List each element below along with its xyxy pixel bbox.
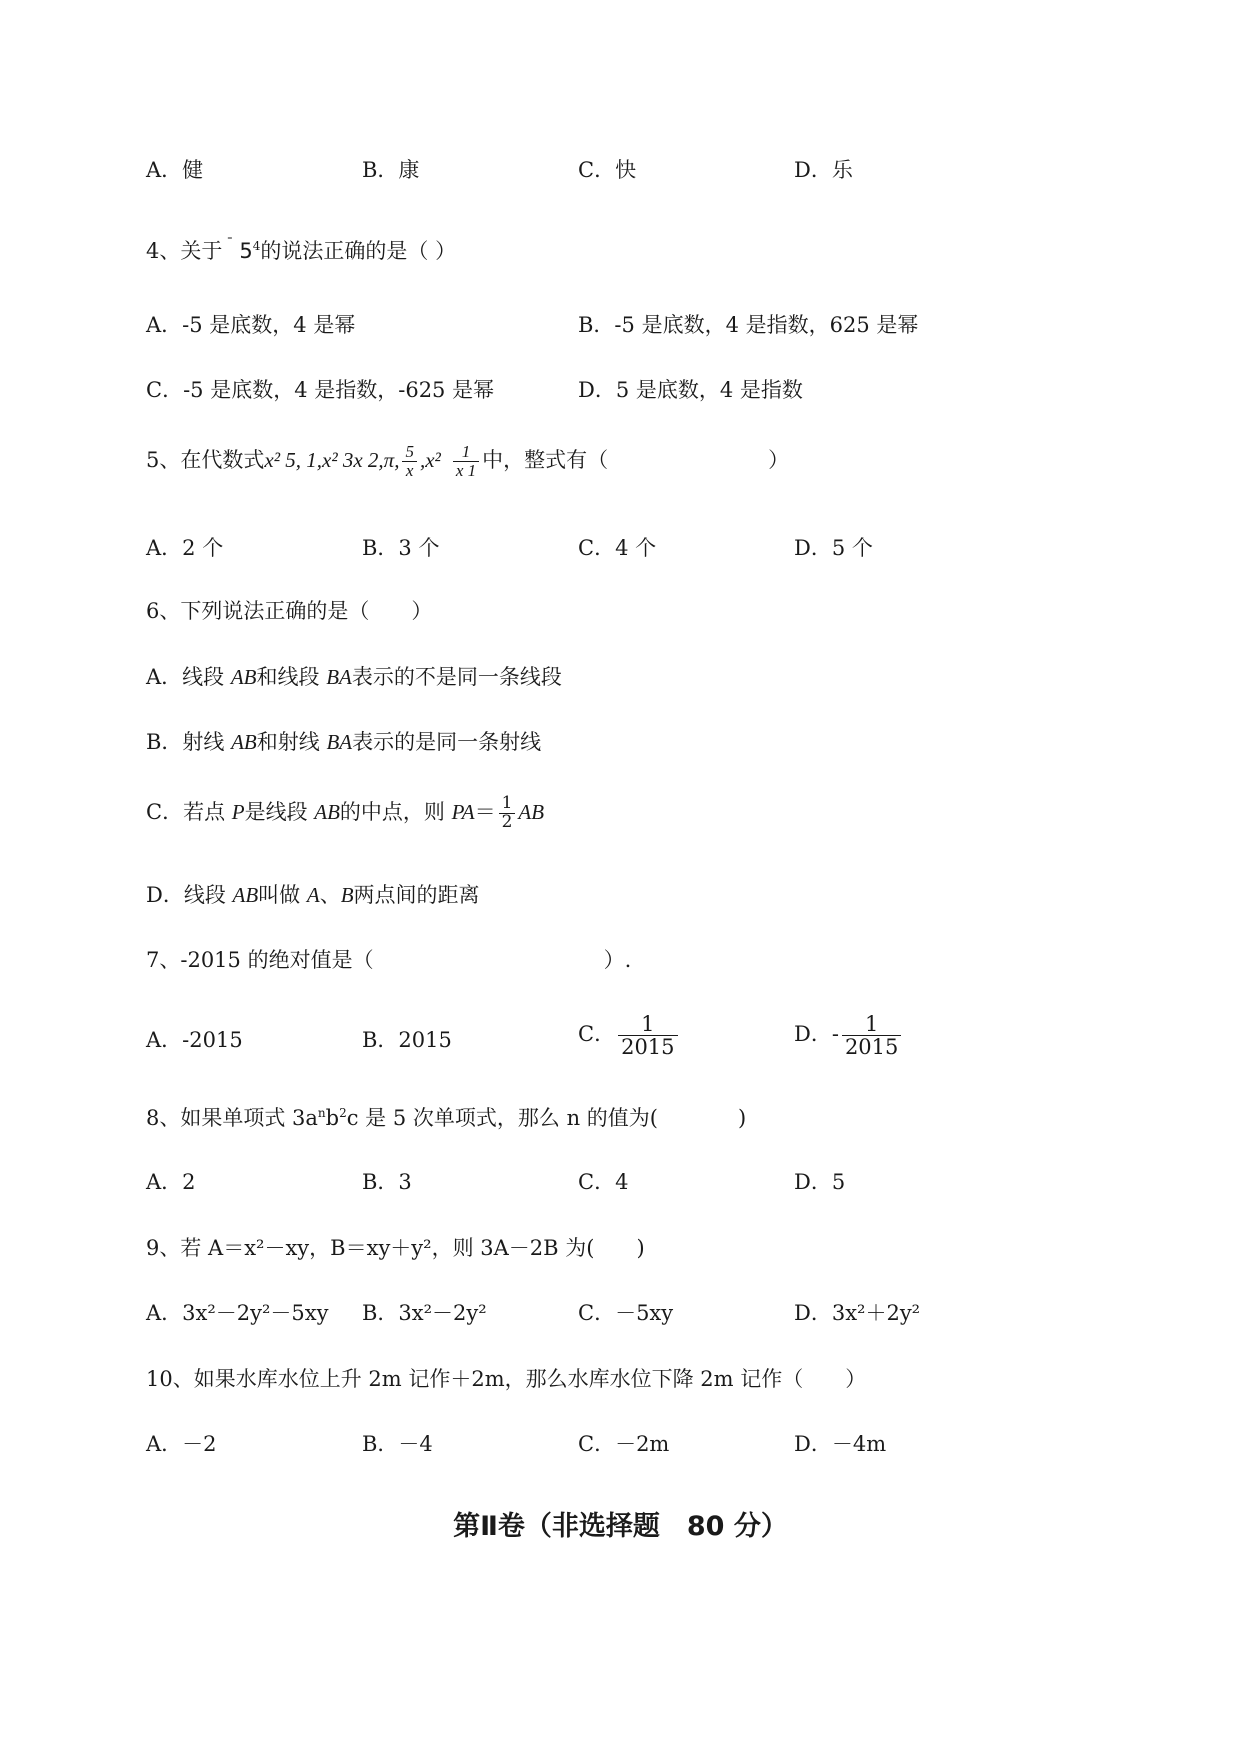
option-d[interactable]: D．－4m — [794, 1432, 887, 1456]
option-d[interactable]: D．5 个 — [794, 536, 873, 560]
option-text: 和线段 — [256, 665, 327, 689]
option-b[interactable]: B．-5 是底数，4 是指数，625 是幂 — [578, 313, 919, 337]
math-var: AB — [232, 883, 259, 907]
option-text: C．若点 — [146, 799, 232, 824]
fraction — [453, 443, 479, 480]
option-c[interactable]: C．4 个 — [578, 536, 657, 560]
option-b[interactable]: B．－4 — [362, 1432, 433, 1456]
math-var: AB — [231, 730, 257, 754]
math-var: A — [306, 883, 320, 907]
math-var: B — [340, 883, 354, 907]
numerator: 1 — [501, 793, 513, 813]
option-label: C． — [578, 1022, 616, 1047]
stem-text: ) — [737, 1106, 747, 1130]
stem-text: 7、-2015 的绝对值是（ — [146, 948, 374, 972]
stem-text: ）. — [603, 948, 632, 972]
option-a[interactable]: A．3x²－2y²－5xy — [146, 1301, 329, 1325]
math-var: PA — [451, 799, 475, 824]
denominator: 2 — [499, 813, 516, 832]
denominator: 2015 — [842, 1035, 901, 1058]
expr-minus: ˉ — [226, 236, 234, 252]
math-var: BA — [326, 730, 353, 754]
question-7-stem — [146, 950, 631, 971]
option-d[interactable]: D．5 是底数，4 是指数 — [578, 378, 803, 402]
fraction — [618, 1013, 677, 1058]
option-d[interactable]: D．5 — [794, 1170, 846, 1194]
superscript: n — [317, 1106, 326, 1120]
option-d[interactable]: D．3x²＋2y² — [794, 1301, 921, 1325]
option-text: 表示的是同一条射线 — [352, 730, 542, 754]
option-c[interactable] — [578, 1013, 681, 1058]
option-text: 两点间的距离 — [353, 883, 480, 907]
math-var: P — [231, 799, 245, 824]
stem-text: 4、关于 — [146, 239, 223, 263]
stem-text: b — [325, 1106, 340, 1130]
option-d[interactable]: D．乐 — [794, 158, 853, 182]
option-text: D．线段 — [146, 883, 233, 907]
stem-text: 5、在代数式 — [146, 447, 265, 472]
option-label: D．- — [794, 1022, 839, 1047]
math-var: BA — [326, 665, 352, 689]
option-text: 叫做 — [258, 883, 307, 907]
question-8-stem — [146, 1107, 746, 1129]
option-text: B．射线 — [146, 730, 232, 754]
math-var: AB — [314, 799, 340, 824]
option-c[interactable]: C．4 — [578, 1170, 629, 1194]
option-a[interactable]: A．2 — [146, 1170, 196, 1194]
equals-sign: ＝ — [474, 799, 496, 824]
option-a[interactable]: A．健 — [146, 158, 204, 182]
math-var: AB — [518, 799, 545, 824]
stem-text: ） — [768, 447, 790, 472]
option-c[interactable]: C．快 — [578, 158, 637, 182]
option-a[interactable] — [146, 667, 562, 688]
fraction — [499, 795, 516, 832]
option-b[interactable] — [146, 732, 541, 753]
denominator: 2015 — [618, 1035, 677, 1058]
expr-base: 5 — [239, 239, 253, 263]
option-a[interactable]: A．-2015 — [146, 1028, 243, 1052]
numerator: 1 — [461, 442, 471, 461]
option-text: 是线段 — [244, 799, 315, 824]
math-var: AB — [230, 665, 257, 689]
expr-list: ,x² — [419, 447, 441, 472]
stem-text: 中，整式有（ — [482, 447, 609, 472]
option-d[interactable] — [794, 1013, 904, 1058]
question-6-stem: 6、下列说法正确的是（ ） — [146, 599, 433, 623]
question-9-stem: 9、若 A＝x²－xy，B＝xy＋y²，则 3A－2B 为( ) — [146, 1236, 645, 1260]
option-c[interactable]: C．-5 是底数，4 是指数，-625 是幂 — [146, 378, 495, 402]
option-b[interactable]: B．3 — [362, 1170, 412, 1194]
superscript: 2 — [339, 1106, 347, 1120]
stem-text: 的说法正确的是（ ） — [260, 239, 457, 263]
expr-list: x² 5, 1,x² 3x 2,π, — [264, 447, 400, 472]
question-10-stem: 10、如果水库水位上升 2m 记作＋2m，那么水库水位下降 2m 记作（ ） — [146, 1367, 867, 1391]
option-a[interactable]: A．－2 — [146, 1432, 217, 1456]
option-c[interactable]: C．－2m — [578, 1432, 670, 1456]
option-a[interactable]: A．-5 是底数，4 是幂 — [146, 313, 356, 337]
option-text: 、 — [319, 883, 341, 907]
option-a[interactable]: A．2 个 — [146, 536, 224, 560]
option-b[interactable]: B．3x²－2y² — [362, 1301, 487, 1325]
expr-exponent: 4 — [252, 239, 261, 253]
option-b[interactable]: B．2015 — [362, 1028, 452, 1052]
question-4-stem — [146, 237, 456, 262]
fraction — [402, 443, 417, 480]
option-text: 表示的不是同一条线段 — [351, 665, 562, 689]
numerator: 5 — [405, 442, 414, 461]
option-c[interactable]: C．－5xy — [578, 1301, 674, 1325]
option-b[interactable]: B．3 个 — [362, 536, 440, 560]
section-title: 第Ⅱ卷（非选择题 80 分） — [453, 1511, 788, 1542]
option-d[interactable] — [146, 885, 480, 906]
option-text: 和射线 — [256, 730, 327, 754]
option-text: 的中点，则 — [339, 799, 452, 824]
fraction — [842, 1013, 901, 1058]
denominator: x — [402, 461, 417, 480]
stem-text: c 是 5 次单项式，那么 n 的值为( — [346, 1106, 658, 1130]
option-c[interactable] — [146, 795, 544, 832]
option-b[interactable]: B．康 — [362, 158, 420, 182]
numerator: 1 — [864, 1012, 879, 1036]
question-5-stem — [146, 443, 789, 480]
numerator: 1 — [641, 1012, 655, 1036]
option-text: A．线段 — [146, 665, 231, 689]
denominator: x 1 — [453, 461, 479, 480]
stem-text: 8、如果单项式 3a — [146, 1106, 318, 1130]
